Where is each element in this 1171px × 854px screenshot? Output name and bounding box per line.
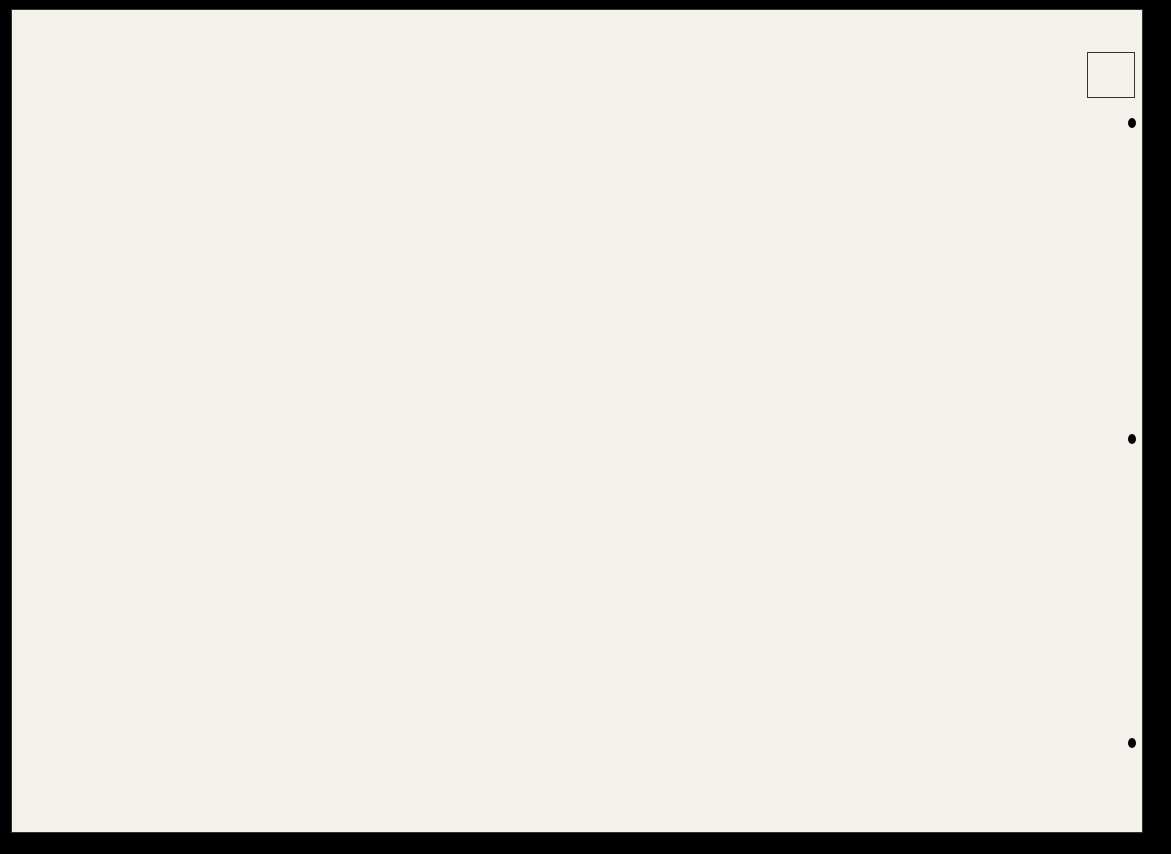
binder-hole <box>1128 118 1136 128</box>
binder-hole <box>1128 738 1136 748</box>
census-table <box>12 10 1142 832</box>
binder-hole <box>1128 434 1136 444</box>
census-sheet <box>12 10 1142 832</box>
